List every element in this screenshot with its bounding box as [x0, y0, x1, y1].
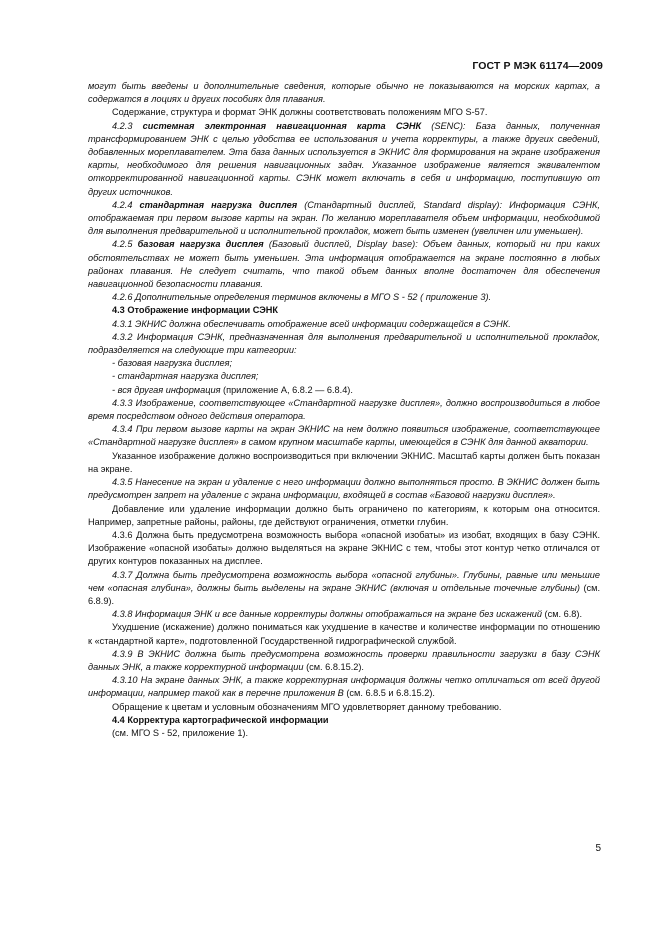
paragraph-degradation: Ухудшение (искажение) должно пониматься как ухудшение в качестве и количестве информации по отношению к «стандартной карте», подготовленной Государственной гидрографической службой.: [88, 622, 600, 646]
definition-4-2-5: 4.2.5 базовая нагрузка дисплея (Базовый дисплей, Display base): Объем данных, который ни при каких обстоятельствах не может быть уменьшен. Эта информация отображается на экране постоянно в любых районах плавания. Не следует считать, что такой объем данных вполне достаточен для обеспечения навигационной безопасности плавания.: [88, 239, 600, 290]
paragraph-scale-note: Указанное изображение должно воспроизводиться при включении ЭКНИС. Масштаб карты должен быть показан на экране.: [88, 450, 600, 474]
definition-4-2-3: 4.2.3 системная электронная навигационная карта СЭНК (SENC): База данных, полученная трансформированием ЭНК с целью удобства ее использования и учета корректуры, а также других сведений, добавленных мореплавателем. Эта база данных используется в ЭКНИС для формирования на экране изображения карты, необходимого для решения навигационных задач. Указанное изображение является эквивалентом откорректированной навигационной карты. СЭНК может включать в себя и информацию, поступившую от других источников.: [88, 120, 600, 197]
term-display-base: базовая нагрузка дисплея: [137, 239, 264, 250]
term-standard-display: стандартная нагрузка дисплея: [139, 199, 298, 210]
paragraph-4-3-1: 4.3.1 ЭКНИС должна обеспечивать отображение всей информации содержащейся в СЭНК.: [112, 318, 511, 329]
document-body: [88, 80, 600, 740]
paragraph-4-3-10: 4.3.10 На экране данных ЭНК, а также корректурная информация должны четко отличаться от всей другой информации, например такой как в перечне приложения В (см. 6.8.5 и 6.8.15.2).: [88, 675, 600, 699]
paragraph-4-2-6: 4.2.6 Дополнительные определения терминов включены в МГО S - 52 ( приложение 3).: [112, 292, 492, 303]
section-heading-4-3: 4.3 Отображение информации СЭНК: [112, 305, 279, 316]
paragraph-4-3-4: 4.3.4 При первом вызове карты на экран ЭКНИС на нем должно появиться изображение, соответствующее «Стандартной нагрузке дисплея» в самом крупном масштабе карты, имеющейся в СЭНК для данной акватории.: [88, 424, 600, 448]
paragraph-categories: Добавление или удаление информации должно быть ограничено по категориям, к которым она относится. Например, запретные районы, районы, где действуют ограничения, отметки глубин.: [88, 503, 600, 527]
paragraph-continuation: могут быть введены и дополнительные сведения, которые обычно не показываются на морских картах, а содержатся в лоциях и других пособиях для плавания.: [88, 81, 600, 105]
page-number: 5: [595, 843, 601, 854]
list-item: - базовая нагрузка дисплея;: [112, 358, 233, 369]
term-senc: системная электронная навигационная карта СЭНК: [142, 120, 422, 131]
document-header: ГОСТ Р МЭК 61174—2009: [472, 60, 603, 72]
paragraph-4-3-2: 4.3.2 Информация СЭНК, предназначенная для выполнения предварительной и исполнительной прокладок, подразделяется на следующие три категории:: [88, 331, 600, 356]
paragraph-4-3-5: 4.3.5 Нанесение на экран и удаление с него информации должно выполняться просто. В ЭКНИС должен быть предусмотрен запрет на удаление с экрана информации, входящей в состав «Базовой нагрузки дисплея».: [88, 477, 600, 501]
paragraph-4-3-9: 4.3.9 В ЭКНИС должна быть предусмотрена возможность проверки правильности загрузки в базу СЭНК данных ЭНК, а также корректурной информации (см. 6.8.15.2).: [88, 648, 600, 672]
paragraph-enc-content: Содержание, структура и формат ЭНК должны соответствовать положениям МГО S-57.: [112, 107, 488, 118]
list-item: - стандартная нагрузка дисплея;: [112, 371, 259, 382]
definition-4-2-4: 4.2.4 стандартная нагрузка дисплея (Стандартный дисплей, Standard display): Информация СЭНК, отображаемая при первом вызове карты на экран. По желанию мореплавателя объем информации, необходимой для выполнения предварительной и исполнительной прокладок, может быть изменен (увеличен или уменьшен).: [88, 199, 600, 237]
paragraph-iho-colours: Обращение к цветам и условным обозначениям МГО удовлетворяет данному требованию.: [112, 701, 502, 712]
paragraph-4-3-8: 4.3.8 Информация ЭНК и все данные корректуры должны отображаться на экране без искажений (см. 6.8).: [112, 609, 583, 620]
paragraph-reference: (см. МГО S - 52, приложение 1).: [112, 727, 249, 738]
list-item: - вся другая информация (приложение А, 6.8.2 — 6.8.4).: [112, 384, 353, 395]
paragraph-4-3-7: 4.3.7 Должна быть предусмотрена возможность выбора «опасной глубины». Глубины, равные или меньшие чем «опасная глубина», должны быть выделены на экране ЭКНИС (включая и отдельные точечные глубины) (см. 6.8.9).: [88, 569, 601, 606]
section-heading-4-4: 4.4 Корректура картографической информации: [112, 714, 329, 725]
paragraph-4-3-3: 4.3.3 Изображение, соответствующее «Стандартной нагрузке дисплея», должно воспроизводиться в любое время посредством одного действия оператора.: [88, 397, 600, 422]
paragraph-4-3-6: 4.3.6 Должна быть предусмотрена возможность выбора «опасной изобаты» из изобат, входящих в базу СЭНК. Изображение «опасной изобаты» должно выделяться на экране ЭКНИС с тем, чтобы этот контур четко отличался от других контуров показанных на дисплее.: [88, 529, 600, 567]
